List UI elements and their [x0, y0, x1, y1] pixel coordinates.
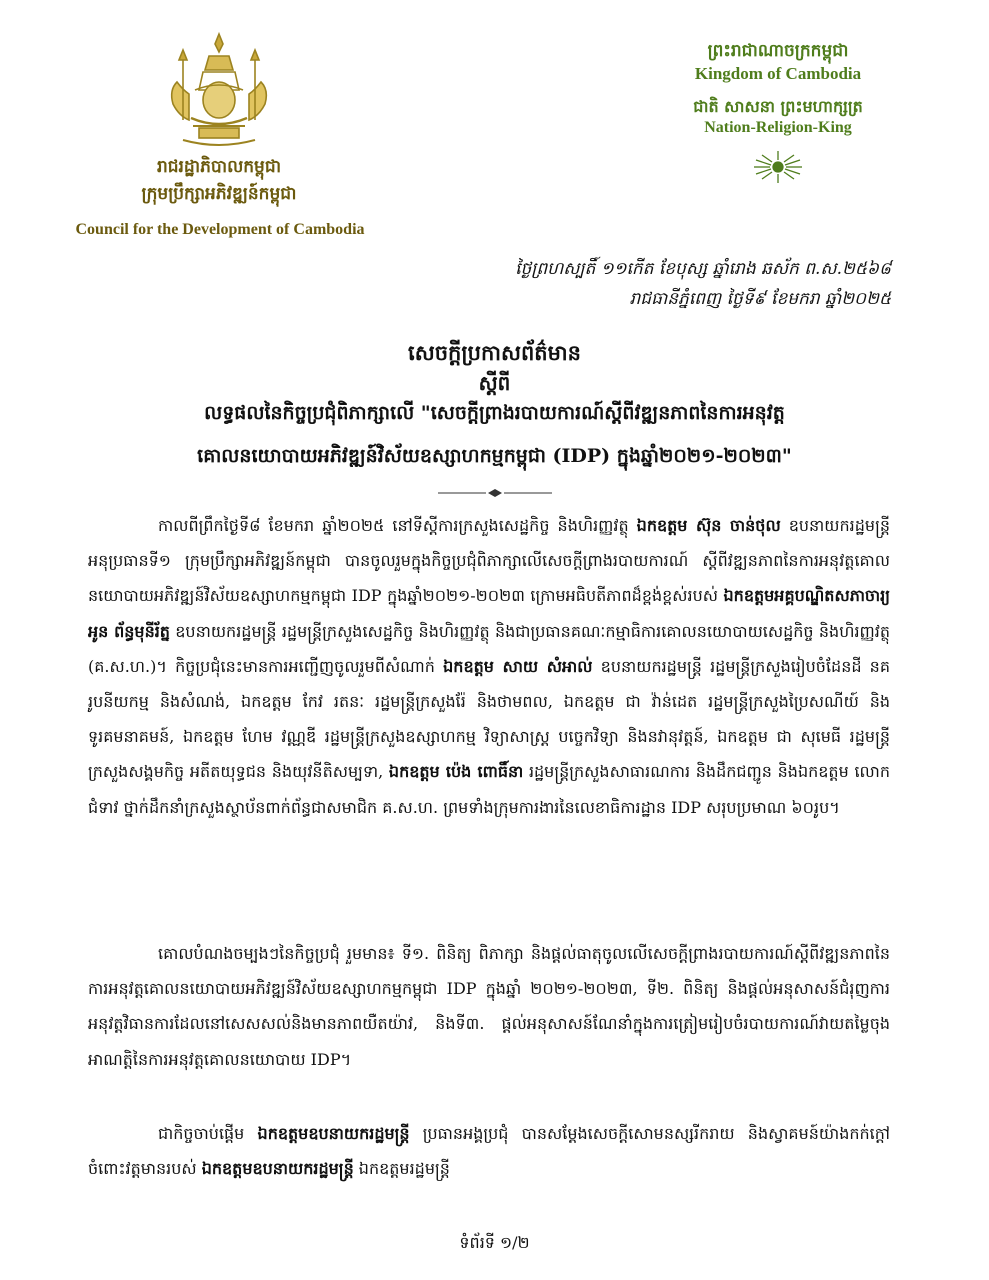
bold-name: ឯកឧត្តមអគ្គបណ្ឌិតសភាចារ្យ អូន ព័ន្ធមុនីរ័ត្ន — [88, 586, 890, 641]
place-date: រាជធានីភ្នំពេញ ថ្ងៃទី៩ ខែមករា ឆ្នាំ២០២៥ — [629, 289, 891, 309]
body-paragraph-2: គោលបំណងចម្បងៗនៃកិច្ចប្រជុំ រួមមាន៖ ទី១. ពិនិត្យ ពិភាក្សា និងផ្ដល់ធាតុចូលលើសេចក្ដីព្រាងរបាយការណ៍ស្ដីពីវឌ្ឍនភាពនៃការអនុវត្តគោលនយោបាយអភិវឌ្ឍន៍វិស័យឧស្សាហកម្មកម្ពុជា IDP ក្នុងឆ្នាំ ២០២១-២០២៣, ទី២. ពិនិត្យ និងផ្ដល់អនុសាសន៍ជំរុញការអនុវត្តវិធានការដែលនៅសេសសល់និងមានភាពយឺតយ៉ាវ, និងទី៣. ផ្ដល់អនុសាសន៍ណែនាំក្នុងការត្រៀមរៀបចំរបាយការណ៍វាយតម្លៃចុងអាណត្តិនៃការអនុវត្តគោលនយោបាយ IDP។ — [88, 944, 890, 1069]
bold-name: ឯកឧត្តម ស៊ុន ចាន់ថុល — [636, 516, 781, 535]
royal-emblem-icon — [163, 30, 275, 152]
body-paragraph-3: ជាកិច្ចចាប់ផ្ដើម ឯកឧត្តមឧបនាយករដ្ឋមន្ត្រី ប្រធានអង្គប្រជុំ បានសម្ដែងសេចក្ដីសោមនស្សរីករាយ និងស្វាគមន៍យ៉ាងកក់ក្ដៅចំពោះវត្តមានរបស់ ឯកឧត្តមឧបនាយករដ្ឋមន្ត្រី ឯកឧត្តមរដ្ឋមន្ត្រី — [88, 1124, 890, 1179]
title-regarding: ស្ដីពី — [478, 371, 511, 395]
motto-kh: ជាតិ សាសនា ព្រះមហាក្សត្រ — [693, 97, 863, 116]
bold-name: ឯកឧត្តមឧបនាយករដ្ឋមន្ត្រី — [257, 1124, 410, 1143]
bold-name: ឯកឧត្តម សាយ សំអាល់ — [443, 656, 593, 676]
lunar-date: ថ្ងៃព្រហស្បតិ៍ ១១កើត ខែបុស្ស ឆ្នាំរោង ឆស័ក ព.ស.២៥៦៨ — [515, 259, 891, 279]
body-paragraph-1: កាលពីព្រឹកថ្ងៃទី៨ ខែមករា ឆ្នាំ២០២៥ នៅទីស្ដីការក្រសួងសេដ្ឋកិច្ច និងហិរញ្ញវត្ថុ ឯកឧត្តម ស៊ុន ចាន់ថុល ឧបនាយករដ្ឋមន្ត្រី អនុប្រធានទី១ ក្រុមប្រឹក្សាអភិវឌ្ឍន៍កម្ពុជា បានចូលរួមក្នុងកិច្ចប្រជុំពិភាក្សាលើសេចក្ដីព្រាងរបាយការណ៍ ស្ដីពីវឌ្ឍនភាពនៃការអនុវត្តគោលនយោបាយអភិវឌ្ឍន៍វិស័យឧស្សាហកម្មកម្ពុជា IDP ក្នុងឆ្នាំ២០២១-២០២៣ ក្រោមអធិបតីភាពដ៏ខ្ពង់ខ្ពស់របស់ ឯកឧត្តមអគ្គបណ្ឌិតសភាចារ្យ អូន ព័ន្ធមុនីរ័ត្ន ឧបនាយករដ្ឋមន្ត្រី រដ្ឋមន្ត្រីក្រសួងសេដ្ឋកិច្ច និងហិរញ្ញវត្ថុ និងជាប្រធានគណៈកម្មាធិការគោលនយោបាយសេដ្ឋកិច្ច និងហិរញ្ញវត្ថុ (គ.ស.ហ.)។ កិច្ចប្រជុំនេះមានការអញ្ជើញចូលរួមពីសំណាក់ ឯកឧត្តម សាយ សំអាល់ ឧបនាយករដ្ឋមន្ត្រី រដ្ឋមន្ត្រីក្រសួងរៀបចំដែនដី នគរូបនីយកម្ម និងសំណង់, ឯកឧត្តម កែវ រតនៈ រដ្ឋមន្ត្រីក្រសួងរ៉ែ និងថាមពល, ឯកឧត្តម ជា វ៉ាន់ដេត រដ្ឋមន្ត្រីក្រសួងប្រៃសណីយ៍ និងទូរគមនាគមន៍, ឯកឧត្តម ហែម វណ្ណឌី រដ្ឋមន្ត្រីក្រសួងឧស្សាហកម្ម វិទ្យាសាស្ត្រ បច្ចេកវិទ្យា និងនវានុវត្តន៍, ឯកឧត្តម ជា សុមេធី រដ្ឋមន្ត្រីក្រសួងសង្គមកិច្ច អតីតយុទ្ធជន និងយុវនីតិសម្បទា, ឯកឧត្តម ប៉េង ពោធិ៍នា រដ្ឋមន្ត្រីក្រសួងសាធារណការ និងដឹកជញ្ជូន និងឯកឧត្តម លោកជំទាវ ថ្នាក់ដឹកនាំក្រសួងស្ថាប័នពាក់ព័ន្ធជាសមាជិក គ.ស.ហ. ព្រមទាំងក្រុមការងារនៃលេខាធិការដ្ឋាន IDP សរុបប្រមាណ ៦០រូប។ — [88, 516, 891, 817]
title-subject-line1: លទ្ធផលនៃកិច្ចប្រជុំពិភាក្សាលើ "សេចក្ដីព្រាងរបាយការណ៍ស្ដីពីវឌ្ឍនភាពនៃការអនុវត្ត — [204, 402, 785, 424]
government-name-kh: រាជរដ្ឋាភិបាលកម្ពុជា — [156, 157, 282, 177]
motto-en: Nation-Religion-King — [704, 119, 852, 136]
council-name-en: Council for the Development of Cambodia — [75, 221, 365, 238]
kingdom-name-en: Kingdom of Cambodia — [694, 64, 862, 83]
document-title: សេចក្ដីប្រកាសព័ត៌មាន — [408, 340, 581, 365]
bold-name: ឯកឧត្តម ប៉េង ពោធិ៍នា — [388, 762, 524, 782]
page-number: ទំព័រទី ១/២ — [459, 1233, 530, 1252]
council-name-kh: ក្រុមប្រឹក្សាអភិវឌ្ឍន៍កម្ពុជា — [141, 184, 297, 204]
ornament-rosette-icon — [752, 150, 804, 184]
title-subject-line2: គោលនយោបាយអភិវឌ្ឍន៍វិស័យឧស្សាហកម្មកម្ពុជា (IDP) ក្នុងឆ្នាំ២០២១-២០២៣" — [197, 445, 792, 467]
bold-name: ឯកឧត្តមឧបនាយករដ្ឋមន្ត្រី — [201, 1159, 354, 1179]
kingdom-name-kh: ព្រះរាជាណាចក្រកម្ពុជា — [707, 41, 849, 61]
divider-ornament-icon — [438, 488, 552, 498]
